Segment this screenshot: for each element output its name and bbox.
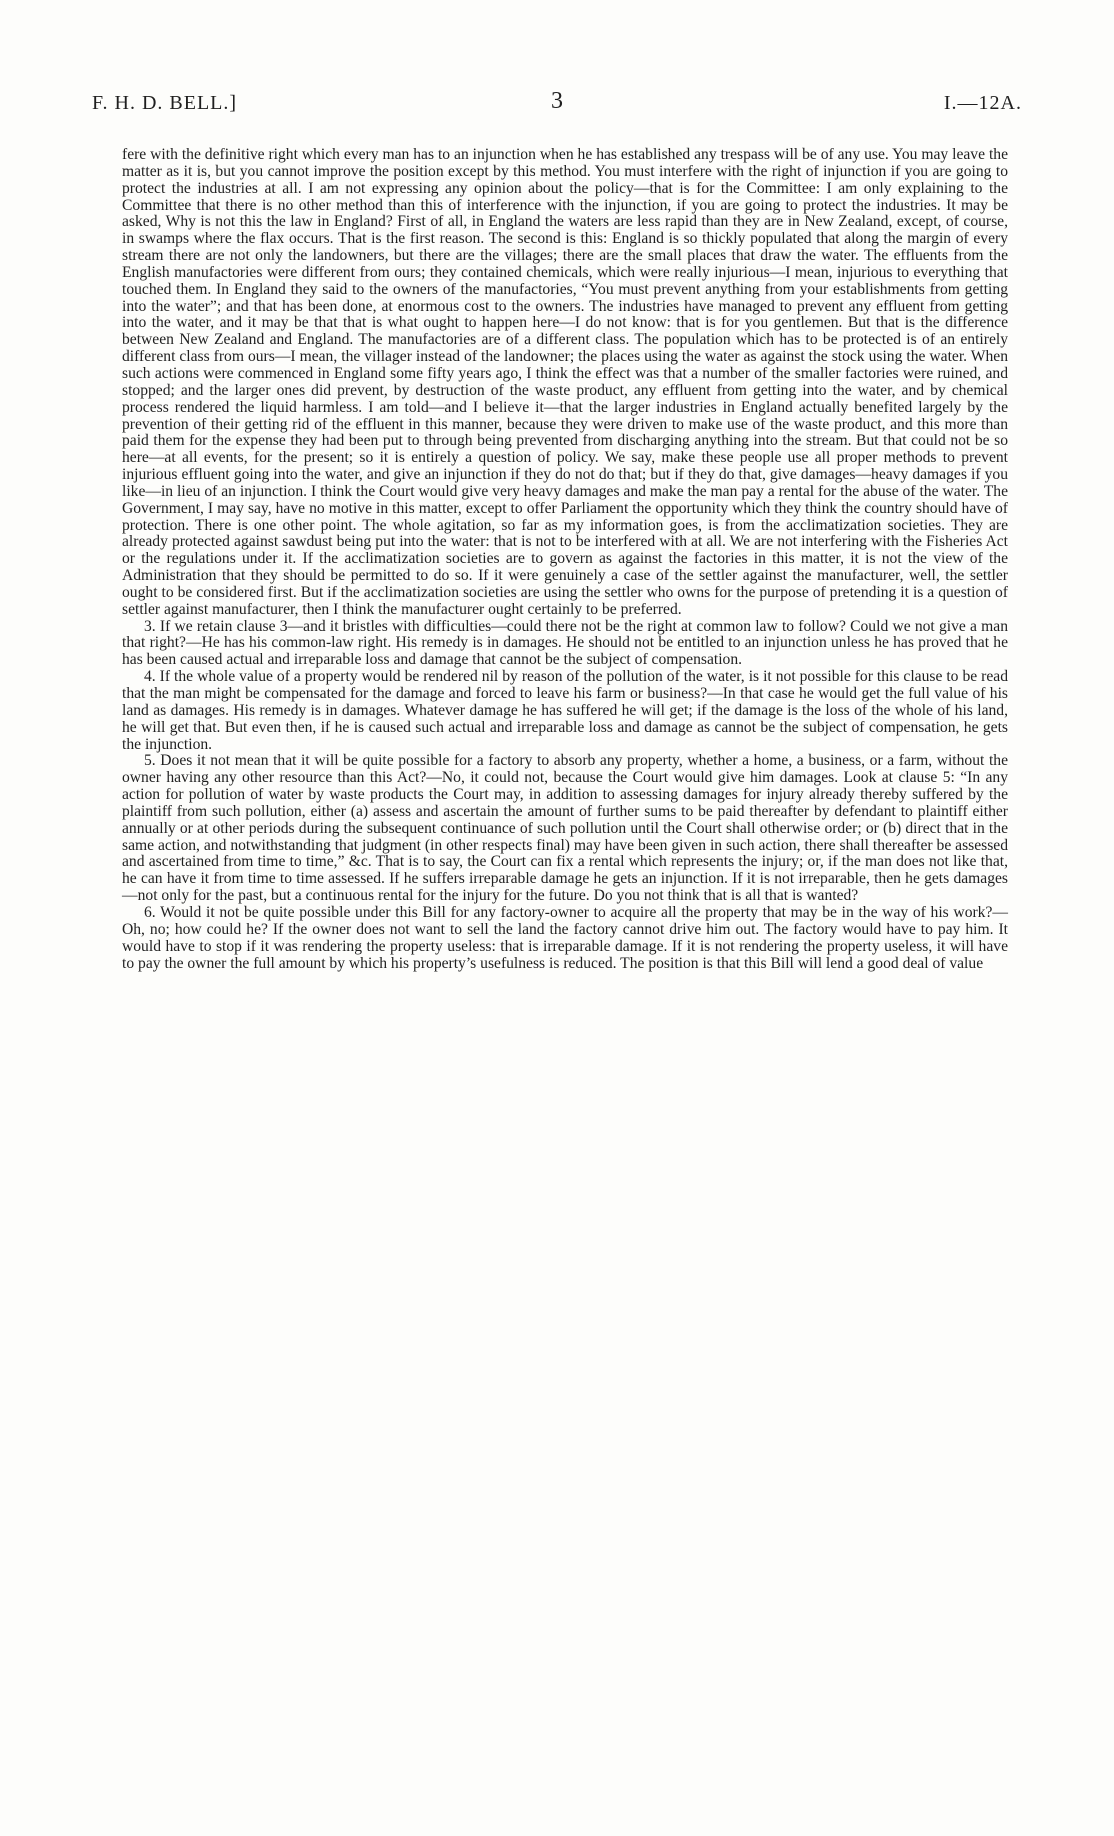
continued-answer-paragraph: fere with the definitive right which every man has to an injunction when he has established any trespass will be of any use. You may leave the matter as it is, but you cannot improve the position except by this method. You must interfere with the right of injunction if you are going to protect the industries at all. I am not expressing any opinion about the policy—that is for the Committee: I am only explaining to the Committee that there is no other method than this of interference with the injunction, if you are going to protect the industries. It may be asked, Why is not this the law in England? First of all, in England the waters are less rapid than they are in New Zealand, except, of course, in swamps where the flax occurs. That is the first reason. The second is this: England is so thickly populated that along the margin of every stream there are not only the landowners, but there are the villages; there are the small places that draw the water. The effluents from the English manufactories were different from ours; they contained chemicals, which were really injurious—I mean, injurious to everything that touched them. In England they said to the owners of the manufactories, “You must prevent anything from your establishments from getting into the water”; and that has been done, at enormous cost to the owners. The industries have managed to prevent any effluent from getting into the water, and it may be that that is what ought to happen here—I do not know: that is for you gentlemen. But that is the difference between New Zealand and England. The manufactories are of a different class. The population which has to be protected is of an entirely different class from ours—I mean, the villager instead of the landowner; the places using the water as against the stock using the water. When such actions were commenced in England some fifty years ago, I think the effect was that a number of the smaller factories were ruined, and stopped; and the larger ones did prevent, by destruction of the waste product, any effluent from getting into the water, and by chemical process rendered the liquid harmless. I am told—and I believe it—that the larger industries in England actually benefited largely by the prevention of their getting rid of the effluent in this manner, because they were driven to make use of the waste product, and this more than paid them for the expense they had been put to through being prevented from discharging anything into the stream. But that could not be so here—at all events, for the present; so it is entirely a question of policy. We say, make these people use all proper methods to prevent injurious effluent going into the water, and give an injunction if they do not do that; but if they do that, give damages—heavy damages if you like—in lieu of an injunction. I think the Court would give very heavy damages and make the man pay a rental for the abuse of the water. The Government, I may say, have no motive in this matter, except to offer Parliament the opportunity which they think the country should have of protection. There is one other point. The whole agitation, so far as my information goes, is from the acclimatization societies. They are already protected against sawdust being put into the water: that is not to be interfered with at all. We are not interfering with the Fisheries Act or the regulations under it. If the acclimatization societies are to govern as against the factories in this matter, it is not the view of the Administration that they should be permitted to do so. If it were genuinely a case of the settler against the manufacturer, well, the settler ought to be considered first. But if the acclimatization societies are using the settler who owns for the purpose of pretending it is a question of settler against manufacturer, then I think the manufacturer ought certainly to be preferred.	[122, 146, 1008, 618]
page-number: 3	[551, 88, 563, 114]
page-header	[92, 88, 1022, 122]
evidence-text	[122, 147, 1008, 972]
question-4-paragraph: 4. If the whole value of a property would be rendered nil by reason of the pollution of the water, is it not possible for this clause to be read that the man might be compensated for the damage and forced to leave his farm or business?—In that case he would get the full value of his land as damages. His remedy is in damages. Whatever damage he has suffered he will get; if the damage is the loss of the whole of his land, he will get that. But even then, if he is caused such actual and irreparable loss and damage as cannot be the subject of compensation, he gets the injunction.	[122, 668, 1008, 753]
header-witness-name: F. H. D. BELL.]	[92, 92, 238, 114]
question-6-paragraph: 6. Would it not be quite possible under this Bill for any factory-owner to acquire all the property that may be in the way of his work?—Oh, no; how could he? If the owner does not want to sell the land the factory cannot drive him out. The factory would have to pay him. It would have to stop if it was rendering the property useless: that is irreparable damage. If it is not rendering the property useless, it will have to pay the owner the full amount by which his property’s usefulness is reduced. The position is that this Bill will lend a good deal of value	[122, 903, 1008, 972]
question-5-paragraph: 5. Does it not mean that it will be quite possible for a factory to absorb any property, whether a home, a business, or a farm, without the owner having any other resource than this Act?—No, it could not, because the Court would give him damages. Look at clause 5: “In any action for pollution of water by waste products the Court may, in addition to assessing damages for injury already thereby suffered by the plaintiff from such pollution, either (a) assess and ascertain the amount of further sums to be paid thereafter by defendant to plaintiff either annually or at other periods during the subsequent continuance of such pollution until the Court shall otherwise order; or (b) direct that in the same action, and notwithstanding that judgment (in other respects final) may have been given in such action, there shall thereafter be assessed and ascertained from time to time,” &c. That is to say, the Court can fix a rental which represents the injury; or, if the man does not like that, he can have it from time to time assessed. If he suffers irreparable damage he gets an injunction. If it is not irreparable, then he gets damages—not only for the past, but a continuous rental for the injury for the future. Do you not think that is all that is wanted?	[122, 752, 1008, 905]
question-3-paragraph: 3. If we retain clause 3—and it bristles with difficulties—could there not be the right at common law to follow? Could we not give a man that right?—He has his common-law right. His remedy is in damages. He should not be entitled to an injunction unless he has proved that he has been caused actual and irreparable loss and damage that cannot be the subject of compensation.	[122, 617, 1008, 669]
paper-reference: I.—12A.	[943, 92, 1022, 114]
